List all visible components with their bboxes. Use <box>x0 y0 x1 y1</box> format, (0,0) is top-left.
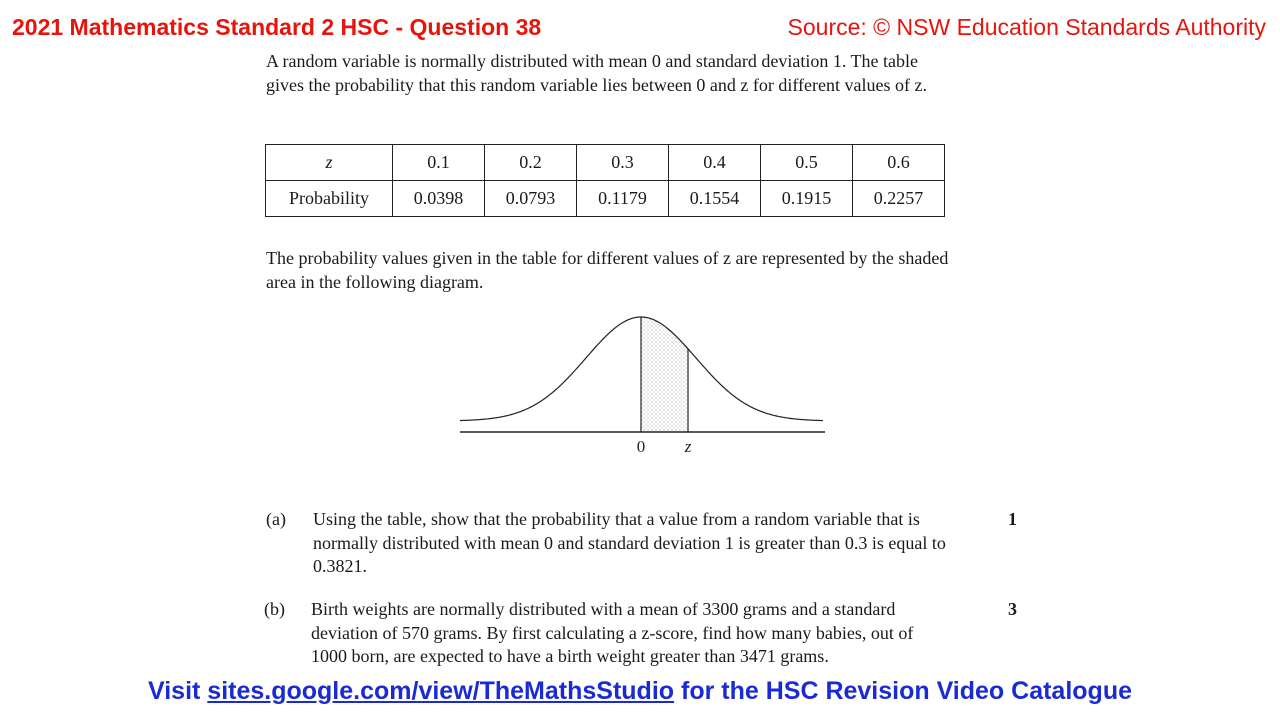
probability-cell: 0.1179 <box>577 181 669 217</box>
part-a-label: (a) <box>266 509 286 529</box>
z-cell: 0.5 <box>761 145 853 181</box>
diagram-caption: The probability values given in the table for different values of z are represented by the shaded area in the following diagram. <box>266 248 949 292</box>
z-cell: 0.6 <box>853 145 945 181</box>
table-row-probability <box>266 181 945 217</box>
probability-cell: 0.1915 <box>761 181 853 217</box>
probability-cell: 0.0793 <box>485 181 577 217</box>
row-header-probability: Probability <box>266 181 393 217</box>
label-zero: 0 <box>636 437 646 456</box>
intro-paragraph: A random variable is normally distributed with mean 0 and standard deviation 1. The table gives the probability that this random variable lies between 0 and z for different values of z. <box>266 51 927 95</box>
row-header-z: z <box>266 145 393 181</box>
table-row-z <box>266 145 945 181</box>
probability-cell: 0.2257 <box>853 181 945 217</box>
probability-cell: 0.0398 <box>393 181 485 217</box>
footer-prefix: Visit <box>148 677 208 705</box>
footer-link[interactable]: sites.google.com/view/TheMathsStudio <box>207 677 675 705</box>
probability-cell: 0.1554 <box>669 181 761 217</box>
footer-banner <box>0 677 1280 706</box>
shaded-area <box>641 317 688 432</box>
part-b-label: (b) <box>264 599 285 619</box>
part-b-text: Birth weights are normally distributed with a mean of 3300 grams and a standard deviation of 570 grams. By first calculating a z-score, find how many babies, out of 1000 born, are expected to have a birth weight greater than 3471 grams. <box>311 599 914 666</box>
normal-curve-diagram <box>455 305 835 465</box>
part-a-text: Using the table, show that the probability that a value from a random variable that is normally distributed with mean 0 and standard deviation 1 is greater than 0.3 is equal to 0.3821. <box>313 509 946 576</box>
part-a-marks: 1 <box>1008 509 1017 529</box>
z-cell: 0.3 <box>577 145 669 181</box>
z-cell: 0.2 <box>485 145 577 181</box>
footer-suffix: for the HSC Revision Video Catalogue <box>674 677 1132 705</box>
label-z: z <box>684 437 692 456</box>
probability-table <box>265 144 945 217</box>
z-cell: 0.4 <box>669 145 761 181</box>
z-cell: 0.1 <box>393 145 485 181</box>
part-b-marks: 3 <box>1008 599 1017 619</box>
source-credit: Source: © NSW Education Standards Authority <box>787 14 1266 40</box>
video-title: 2021 Mathematics Standard 2 HSC - Question 38 <box>12 14 542 40</box>
